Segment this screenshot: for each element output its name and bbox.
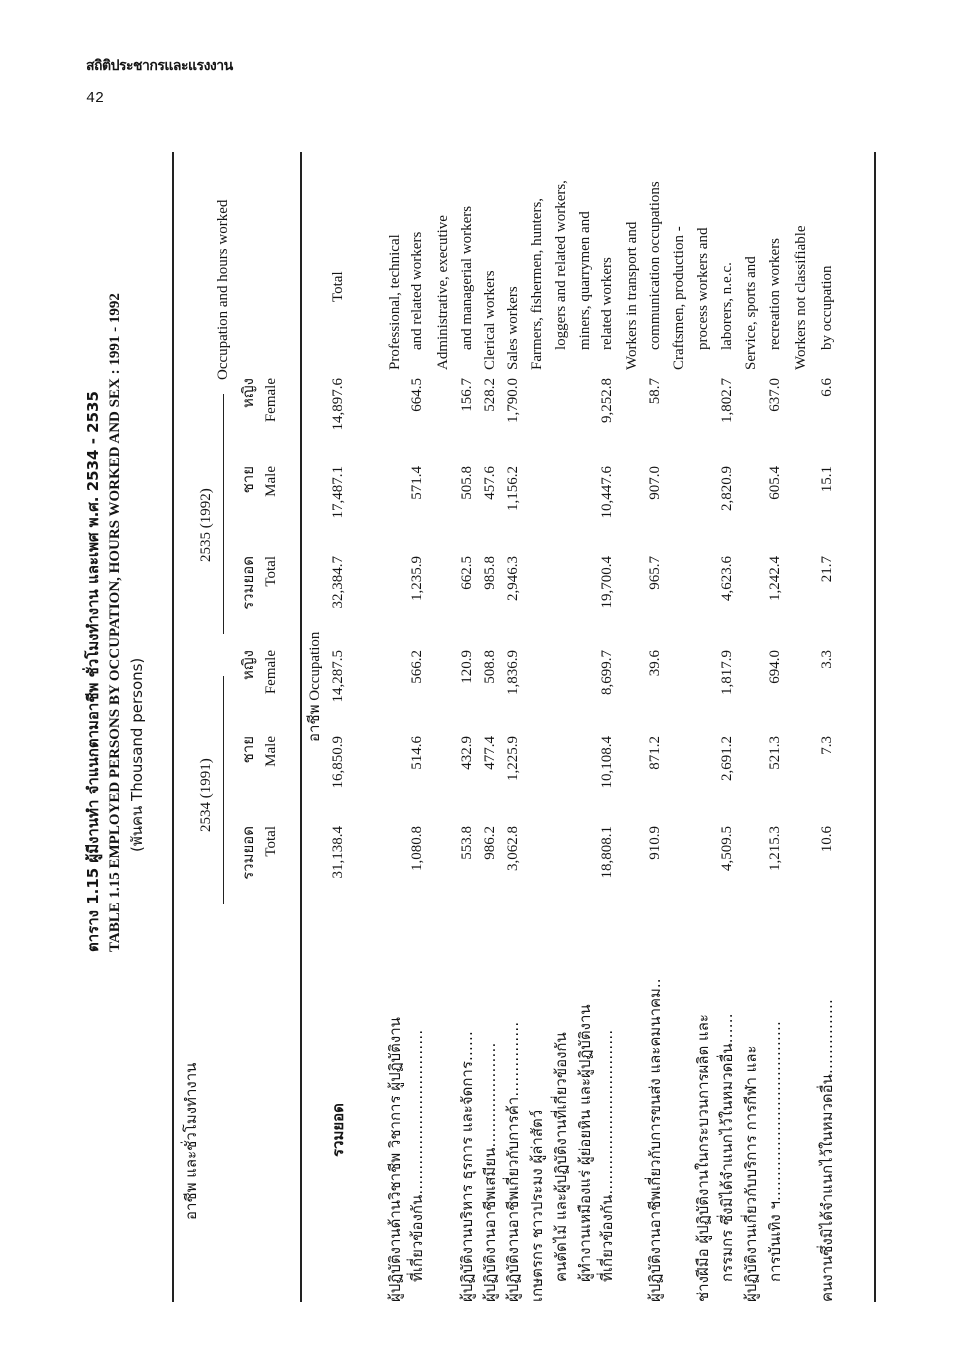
cell-value: 2,820.9: [719, 466, 735, 511]
row-label-english: Clerical workers: [482, 270, 498, 370]
cell-value: 6.6: [819, 378, 835, 397]
row-label-english: and managerial workers: [459, 205, 475, 350]
cell-value: 39.6: [647, 650, 663, 677]
row-label-english: process workers and: [695, 227, 711, 350]
stub-header-thai: อาชีพ และชั่วโมงทำงาน: [182, 1062, 200, 1220]
cell-value: 907.0: [647, 466, 663, 500]
cell-value: 1,156.2: [505, 466, 521, 511]
cell-value: 8,699.7: [599, 650, 615, 695]
cell-value: 605.4: [767, 466, 783, 500]
rotated-table: [86, 152, 876, 1302]
cell-value: 871.2: [647, 736, 663, 770]
year-1991-header: 2534 (1991): [198, 758, 214, 832]
page-header: สถิติประชากรและแรงงาน: [86, 58, 233, 74]
cell-value: 17,487.1: [330, 466, 346, 519]
page-number: 42: [86, 90, 105, 107]
row-label-thai: กรรมกร ซึ่งมิได้จำแนกไว้ในหมวดอื่น……: [718, 1013, 736, 1282]
row-label-english: Workers in transport and: [624, 221, 640, 370]
cell-value: 4,623.6: [719, 556, 735, 601]
row-label-thai: รวมยอด: [329, 1103, 347, 1157]
col-header-english: Female: [263, 650, 279, 695]
cell-value: 694.0: [767, 650, 783, 684]
row-label-english: Professional, technical: [387, 234, 403, 370]
row-label-english: recreation workers: [767, 237, 783, 350]
header-rule: [300, 152, 302, 1302]
cell-value: 986.2: [482, 826, 498, 860]
cell-value: 1,817.9: [719, 650, 735, 695]
row-label-english: Craftsmen, production -: [671, 226, 687, 370]
col-header-thai: หญิง: [239, 378, 257, 408]
cell-value: 19,700.4: [599, 556, 615, 609]
row-label-english: Sales workers: [505, 286, 521, 370]
cell-value: 18,808.1: [599, 826, 615, 879]
cell-value: 3.3: [819, 650, 835, 669]
col-header-english: Total: [263, 556, 279, 587]
row-label-thai: เกษตรกร ชาวประมง ผู้ล่าสัตว์: [528, 1109, 546, 1302]
col-header-english: Male: [263, 466, 279, 497]
cell-value: 120.9: [459, 650, 475, 684]
cell-value: 156.7: [459, 378, 475, 412]
cell-value: 14,897.6: [330, 378, 346, 431]
col-header-thai: รวมยอด: [239, 826, 257, 880]
row-label-thai: ผู้ทำงานเหมืองแร่ ผู้ย่อยหิน และผู้ปฏิบัติงาน: [576, 1004, 594, 1282]
cell-value: 553.8: [459, 826, 475, 860]
cell-value: 4,509.5: [719, 826, 735, 871]
year2-rule: [223, 394, 224, 634]
row-label-english: miners, quarrymen and: [577, 211, 593, 350]
row-label-english: communication occupations: [647, 181, 663, 350]
cell-value: 508.8: [482, 650, 498, 684]
col-header-thai: ชาย: [239, 736, 257, 764]
row-label-thai: ผู้ปฏิบัติงานอาชีพเสมียน…………………: [481, 1042, 499, 1302]
col-header-english: Total: [263, 826, 279, 857]
top-rule: [172, 152, 174, 1302]
row-label-english: Total: [330, 271, 346, 302]
col-header-thai: รวมยอด: [239, 556, 257, 610]
row-label-english: Farmers, fishermen, hunters,: [529, 197, 545, 370]
cell-value: 1,802.7: [719, 378, 735, 423]
cell-value: 432.9: [459, 736, 475, 770]
cell-value: 32,384.7: [330, 556, 346, 609]
row-label-thai: ช่างฝีมือ ผู้ปฏิบัติงานในกระบวนการผลิต และ: [694, 1014, 712, 1302]
col-header-thai: ชาย: [239, 466, 257, 494]
cell-value: 514.6: [409, 736, 425, 770]
cell-value: 571.4: [409, 466, 425, 500]
cell-value: 10,447.6: [599, 466, 615, 519]
cell-value: 58.7: [647, 378, 663, 405]
row-label-thai: ที่เกี่ยวข้องกัน……………………………: [408, 1029, 426, 1282]
cell-value: 3,062.8: [505, 826, 521, 871]
cell-value: 637.0: [767, 378, 783, 412]
row-label-english: Service, sports and: [743, 256, 759, 370]
cell-value: 457.6: [482, 466, 498, 500]
cell-value: 566.2: [409, 650, 425, 684]
cell-value: 1,215.3: [767, 826, 783, 871]
cell-value: 477.4: [482, 736, 498, 770]
cell-value: 662.5: [459, 556, 475, 590]
row-label-thai: การบันเทิง ฯ………………………………: [766, 1021, 784, 1282]
row-label-english: and related workers: [409, 231, 425, 350]
cell-value: 1,836.9: [505, 650, 521, 695]
cell-value: 1,790.0: [505, 378, 521, 423]
cell-value: 528.2: [482, 378, 498, 412]
cell-value: 9,252.8: [599, 378, 615, 423]
row-label-thai: คนงานซึ่งมิได้จำแนกไว้ในหมวดอื่น……………: [818, 999, 836, 1302]
cell-value: 2,946.3: [505, 556, 521, 601]
cell-value: 10.6: [819, 826, 835, 853]
table-unit: (พันคน Thousand persons): [128, 657, 146, 852]
cell-value: 505.8: [459, 466, 475, 500]
cell-value: 1,080.8: [409, 826, 425, 871]
row-label-english: laborers, n.e.c.: [719, 262, 735, 350]
cell-value: 2,691.2: [719, 736, 735, 781]
cell-value: 10,108.4: [599, 736, 615, 789]
year-1992-header: 2535 (1992): [198, 488, 214, 562]
cell-value: 14,287.5: [330, 650, 346, 703]
table-title-thai: ตาราง 1.15 ผู้มีงานทำ จำแนกตามอาชีพ ชั่วโมงทำงาน และเพศ พ.ศ. 2534 - 2535: [84, 391, 102, 952]
bottom-rule: [874, 152, 876, 1302]
cell-value: 1,235.9: [409, 556, 425, 601]
table-title-english: TABLE 1.15 EMPLOYED PERSONS BY OCCUPATION, HOURS WORKED AND SEX : 1991 - 1992: [107, 293, 123, 952]
cell-value: 965.7: [647, 556, 663, 590]
row-label-thai: ผู้ปฏิบัติงานด้านวิชาชีพ วิชาการ ผู้ปฏิบัติงาน: [386, 1017, 404, 1302]
row-label-thai: ผู้ปฏิบัติงานอาชีพเกี่ยวกับการขนส่ง และคมนาคม..: [646, 978, 664, 1302]
col-header-thai: หญิง: [239, 650, 257, 680]
cell-value: 31,138.4: [330, 826, 346, 879]
row-label-english: Workers not classifiable: [793, 225, 809, 370]
row-label-english: by occupation: [819, 265, 835, 350]
year1-rule: [223, 676, 224, 904]
row-label-english: related workers: [599, 257, 615, 350]
row-label-thai: ผู้ปฏิบัติงานบริหาร ธุรการ และจัดการ……: [458, 1031, 476, 1302]
row-label-thai: คนตัดไม้ และผู้ปฏิบัติงานที่เกี่ยวข้องกัน: [552, 1032, 570, 1282]
row-label-english: loggers and related workers,: [553, 180, 569, 350]
cell-value: 15.1: [819, 466, 835, 493]
cell-value: 664.5: [409, 378, 425, 412]
col-header-english: Female: [263, 378, 279, 423]
section-label: อาชีพ Occupation: [307, 631, 323, 742]
cell-value: 16,850.9: [330, 736, 346, 789]
cell-value: 985.8: [482, 556, 498, 590]
row-label-thai: ผู้ปฏิบัติงานเกี่ยวกับบริการ การกีฬา และ: [742, 1045, 760, 1302]
row-label-thai: ผู้ปฏิบัติงานอาชีพเกี่ยวกับการค้า……………: [504, 1021, 522, 1302]
row-label-english: Administrative, executive: [435, 215, 451, 370]
col-header-english: Male: [263, 736, 279, 767]
stub-header-english: Occupation and hours worked: [215, 199, 231, 380]
cell-value: 910.9: [647, 826, 663, 860]
cell-value: 21.7: [819, 556, 835, 583]
row-label-thai: ที่เกี่ยวข้องกัน……………………………: [598, 1029, 616, 1282]
cell-value: 1,242.4: [767, 556, 783, 601]
cell-value: 1,225.9: [505, 736, 521, 781]
cell-value: 7.3: [819, 736, 835, 755]
cell-value: 521.3: [767, 736, 783, 770]
